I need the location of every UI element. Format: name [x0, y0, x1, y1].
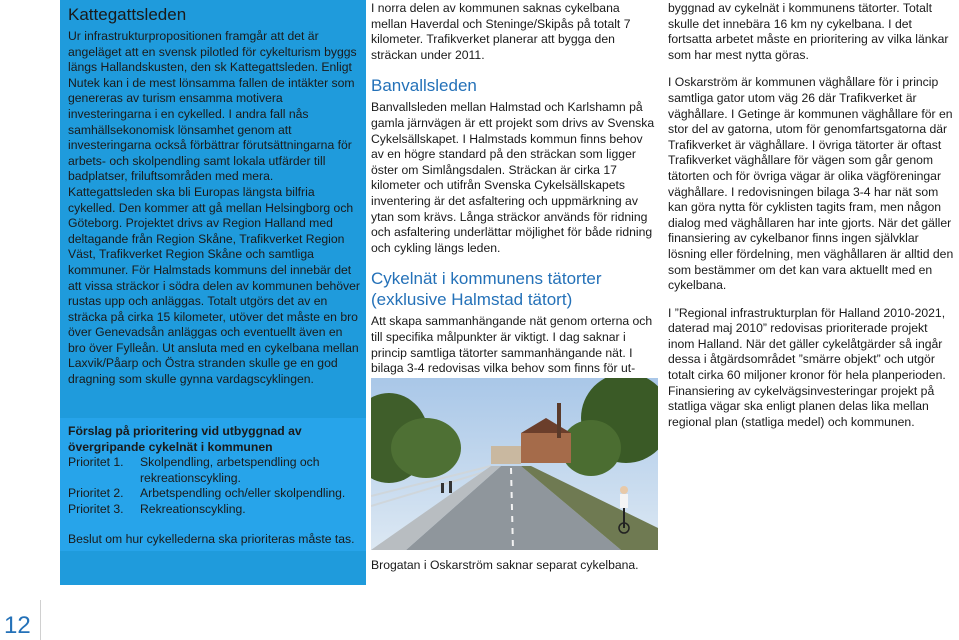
heading-kattegattsleden: Kattegattsleden — [68, 5, 187, 24]
priority-1-text: Skolpendling, arbetspendling och rekreationscykling. — [140, 455, 320, 485]
col3-paragraph-1: byggnad av cykelnät i kommunens tätorter. Totalt skulle det innebära 16 km ny cykelbana. I det fortsatta arbetet måste en prioritering av vilka länkar som har mest nytta göras. — [668, 1, 949, 62]
col3-paragraph-2: I Oskarström är kommunen väghållare för i princip samtliga gator utom väg 26 där Trafikverket är väghållare. I Getinge är kommunen väghållare för en stor del av gatorna, utom för genomfartsgatorna där Trafikverket är väghållare. I övriga tätorter är oftast Trafikverket väghållare för vägen som går genom tätorten och för övriga vägar är olika vägföreningar väghållare. I redovisningen bilaga 3-4 har nät som kan göra nytta för cyklisten tagits fram, men någon dialog med väghållaren har inte gjorts. När det gäller finansiering av cykelbanor finns ingen självklar lösning eller fördelning, men väghållaren är alltid den som bestämmer om det kan vara aktuellt med en cykelbana. — [668, 75, 954, 293]
priority-2-label: Prioritet 2. — [68, 486, 124, 501]
column-3 — [668, 0, 955, 430]
priority-1 — [68, 455, 358, 486]
left-margin — [0, 0, 58, 585]
street-photo — [371, 378, 658, 550]
priority-box — [60, 418, 366, 551]
priority-2-text: Arbetspendling och/eller skolpendling. — [140, 486, 346, 501]
col2-intro: I norra delen av kommunen saknas cykelbana mellan Haverdal och Steninge/Skipås på totalt 7 kilometer. Trafikverket planerar att bygga den sträckan under 2011. — [371, 1, 631, 62]
priority-2 — [68, 486, 358, 502]
priority-1-label: Prioritet 1. — [68, 455, 124, 470]
cykelnat-text: Att skapa sammanhängande nät genom orterna och till specifika målpunkter är viktigt. I dag saknar i princip samtliga tätorter sammanhängande nät. I bilaga 3-4 redovisas vilka behov som finns för ut- — [371, 314, 653, 376]
banvallsleden-text: Banvallsleden mellan Halmstad och Karlshamn på gamla järnvägen är ett projekt som drivs av Svenska Cykelsällskapet. I Halmstads kommun finns behov av en högre standard på den sträckan som ligger öster om Simlångsdalen. Sträckan är cirka 17 kilometer och utifrån Svenska Cykelsällskapets inventering är det asfaltering och uppmärkning av ytan som krävs. Långa sträckor används för ridning och asfaltering underlättar möjlighet för både ridning och cykling längs leden. — [371, 100, 655, 255]
priority-box-title: Förslag på prioritering vid utbyggnad av övergripande cykelnät i kommunen — [68, 424, 302, 454]
priority-3-label: Prioritet 3. — [68, 501, 124, 516]
heading-cykelnat: Cykelnät i kommunens tätorter (exklusive Halmstad tätort) — [371, 269, 602, 310]
priority-box-footer: Beslut om hur cykellederna ska prioriteras måste tas. — [68, 531, 355, 546]
priority-3-text: Rekreationscykling. — [140, 501, 246, 516]
kattegattsleden-text: Ur infrastrukturpropositionen framgår att det är angeläget att en svensk pilotled för cykelturism byggs längs Hallandskusten, den sk Kattegattsleden. Enligt Nutek kan i de mest lönsamma fallen de intäkter som genereras av turism ensamma motivera investeringarna i en cykelled. I andra fall nås samhällsekonomisk lönsamhet genom att investeringarna också förbättrar förutsättningarna för arbets- och skolpendling samt lokala utfärder till badplatser, friluftsområden med mera. Kattegattsleden ska bli Europas längsta bilfria cykelled. Den kommer att gå mellan Helsingborg och Göteborg. Projektet drivs av Region Halland med deltagande från Region Skåne, Trafikverket Region Väst, Trafikverket Region Skåne och samtliga kommuner. För Halmstads kommuns del innebär det att vissa sträckor i södra delen av kommunen behöver rustas upp och anläggas. Totalt utgörs det av en sträcka på cirka 15 kilometer, utöver det måste en bro över Genevadsån anläggas och eventuellt även en bro över Fylleån. Ut ansluta med en cykelbana mellan Laxvik/Påarp och Östra stranden skulle ge en god dragning som skulle gynna vardagscyklingen. — [68, 29, 360, 387]
column-1 — [60, 0, 366, 585]
heading-banvallsleden: Banvallsleden — [371, 76, 477, 96]
priority-3 — [68, 502, 358, 518]
col3-paragraph-3: I ”Regional infrastrukturplan för Halland 2010-2021, daterad maj 2010” redovisas prioriterade projekt inom Halland. När det gäller cykelåtgärder så ingår dessa i åtgärdsområdet ”smärre objekt” och utgör totalt cirka 60 miljoner kronor för hela planperioden. Finansiering av cykelvägsinvesteringar projekt på statliga vägar ska enligt planen delas lika mellan regional plan (statliga medel) och kommunen. — [668, 305, 946, 429]
photo-caption: Brogatan i Oskarström saknar separat cykelbana. — [371, 558, 639, 572]
page-number: 12 — [4, 612, 31, 639]
street-photo-illustration — [371, 378, 658, 550]
column-2 — [371, 0, 658, 377]
